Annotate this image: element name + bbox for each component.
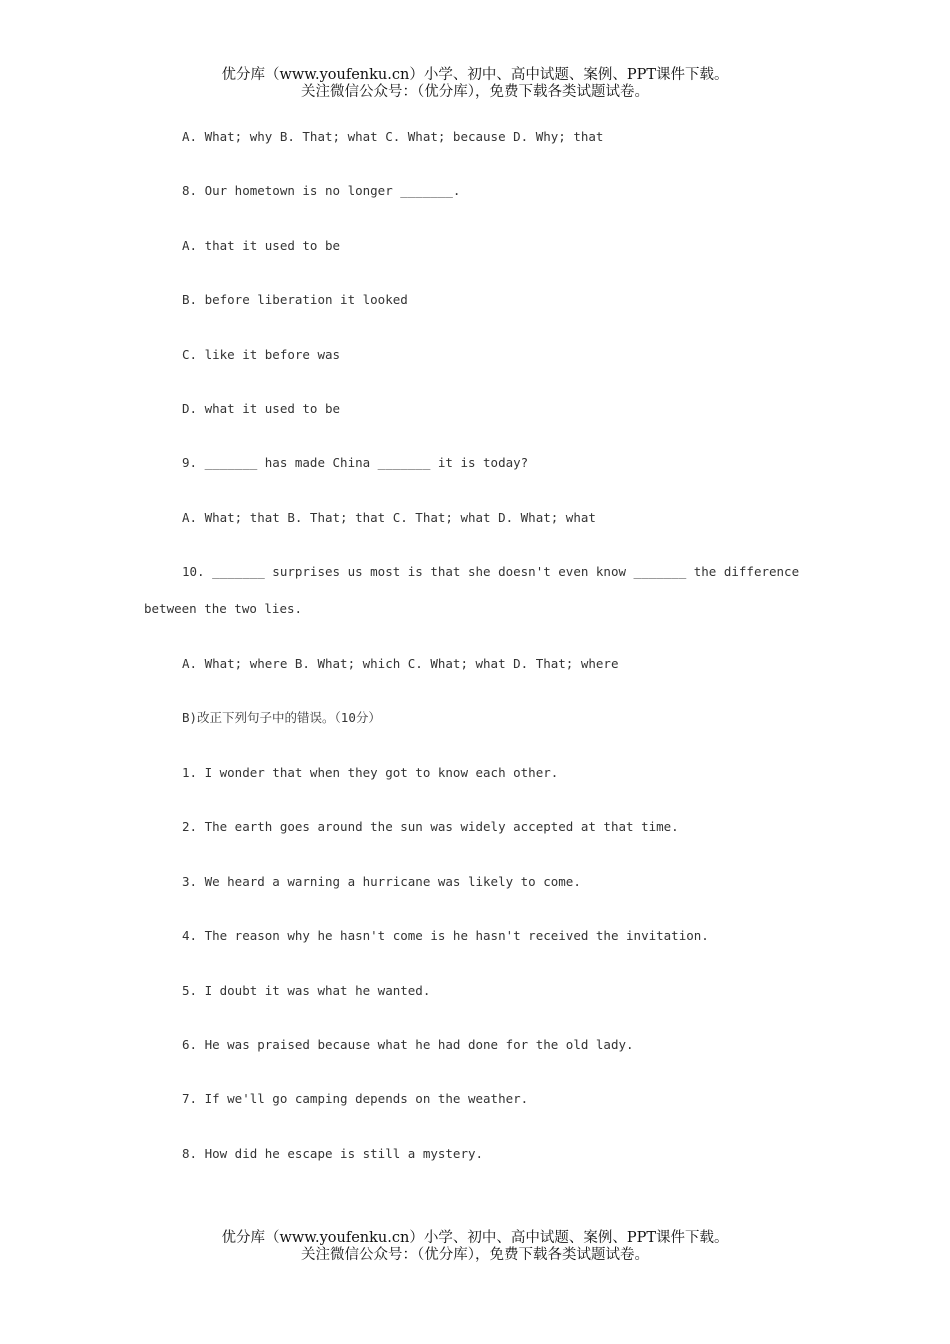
question-8-stem: 8. Our hometown is no longer _______.	[182, 183, 461, 198]
section-b-title: B)改正下列句子中的错误。（10分）	[182, 710, 381, 725]
footer-line-1: 优分库（www.youfenku.cn）小学、初中、高中试题、案例、PPT课件下载。	[221, 1230, 729, 1246]
header-line-2: 关注微信公众号：（优分库），免费下载各类试题试卷。	[301, 84, 649, 100]
correction-item: 5. I doubt it was what he wanted.	[182, 983, 431, 998]
question-8-option-d: D. what it used to be	[182, 401, 341, 416]
correction-item: 2. The earth goes around the sun was widely accepted at that time.	[182, 819, 679, 834]
question-10-stem-line-1: 10. _______ surprises us most is that she doesn't even know _______ the difference	[182, 564, 800, 579]
page-footer	[0, 1230, 950, 1264]
question-9-options: A. What; that B. That; that C. That; what D. What; what	[182, 510, 596, 525]
correction-item: 7. If we'll go camping depends on the weather.	[182, 1091, 529, 1106]
question-10-options: A. What; where B. What; which C. What; what D. That; where	[182, 656, 619, 671]
correction-item: 8. How did he escape is still a mystery.	[182, 1146, 484, 1161]
question-8-option-b: B. before liberation it looked	[182, 292, 408, 307]
question-7-options: A. What; why B. That; what C. What; because D. Why; that	[182, 129, 604, 144]
correction-item: 3. We heard a warning a hurricane was likely to come.	[182, 874, 581, 889]
question-8-option-c: C. like it before was	[182, 347, 341, 362]
footer-line-2: 关注微信公众号：（优分库），免费下载各类试题试卷。	[301, 1247, 649, 1263]
question-9-stem: 9. _______ has made China _______ it is today?	[182, 455, 529, 470]
question-10-stem-line-2: between the two lies.	[144, 601, 303, 616]
page-header	[0, 67, 950, 101]
header-line-1: 优分库（www.youfenku.cn）小学、初中、高中试题、案例、PPT课件下载。	[221, 67, 729, 83]
question-8-option-a: A. that it used to be	[182, 238, 341, 253]
correction-item: 4. The reason why he hasn't come is he hasn't received the invitation.	[182, 928, 709, 943]
correction-item: 1. I wonder that when they got to know each other.	[182, 765, 559, 780]
correction-item: 6. He was praised because what he had done for the old lady.	[182, 1037, 634, 1052]
